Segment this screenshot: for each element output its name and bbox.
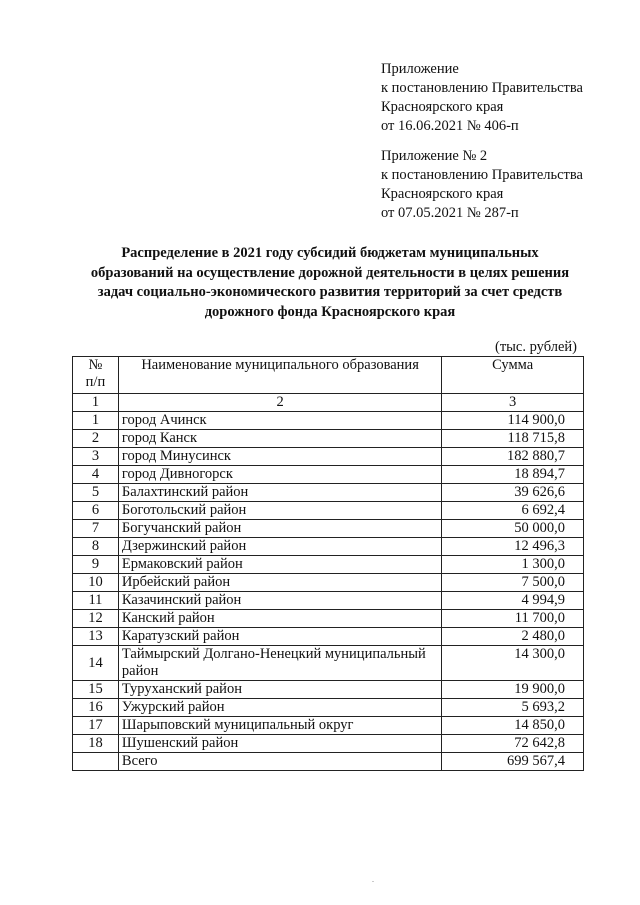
row-name: Шарыповский муниципальный округ: [118, 717, 441, 735]
row-name: Казачинский район: [118, 592, 441, 610]
row-number: 8: [73, 538, 119, 556]
table-row: [73, 502, 584, 520]
row-amount: 14 850,0: [442, 717, 584, 735]
table-row: [73, 574, 584, 592]
row-number: 16: [73, 699, 119, 717]
row-amount: 12 496,3: [442, 538, 584, 556]
table-row: [73, 628, 584, 646]
row-amount: 72 642,8: [442, 735, 584, 753]
row-amount: 5 693,2: [442, 699, 584, 717]
row-amount: 118 715,8: [442, 430, 584, 448]
units-label: (тыс. рублей): [495, 339, 577, 355]
appendix-2-block: [381, 147, 621, 223]
row-number: 18: [73, 735, 119, 753]
header-amount: Сумма: [442, 357, 584, 394]
row-number: 3: [73, 448, 119, 466]
row-number: 15: [73, 681, 119, 699]
table-row: [73, 735, 584, 753]
row-amount: 182 880,7: [442, 448, 584, 466]
row-number: 10: [73, 574, 119, 592]
row-name: Шушенский район: [118, 735, 441, 753]
row-amount: 1 300,0: [442, 556, 584, 574]
total-amount: 699 567,4: [442, 753, 584, 771]
row-number: 9: [73, 556, 119, 574]
row-name: Дзержинский район: [118, 538, 441, 556]
column-index-row: [73, 394, 584, 412]
appendix-1-line: Красноярского края: [381, 99, 504, 115]
row-number: 13: [73, 628, 119, 646]
appendix-1-block: [381, 60, 621, 136]
row-name: Богучанский район: [118, 520, 441, 538]
table-header-row: [73, 357, 584, 394]
appendix-1-line: Приложение: [381, 61, 459, 77]
row-name: город Минусинск: [118, 448, 441, 466]
table-row: [73, 466, 584, 484]
document-title: [60, 244, 600, 322]
row-number: 2: [73, 430, 119, 448]
appendix-2-line: к постановлению Правительства: [381, 167, 583, 183]
row-number: 7: [73, 520, 119, 538]
row-name: город Ачинск: [118, 412, 441, 430]
table-row: [73, 520, 584, 538]
table-row: [73, 412, 584, 430]
appendix-1-line: к постановлению Правительства: [381, 80, 583, 96]
header-name: Наименование муниципального образования: [118, 357, 441, 394]
row-number: 17: [73, 717, 119, 735]
row-name: Каратузский район: [118, 628, 441, 646]
table-row: [73, 430, 584, 448]
row-name: город Канск: [118, 430, 441, 448]
row-amount: 18 894,7: [442, 466, 584, 484]
row-name: Боготольский район: [118, 502, 441, 520]
table-row: [73, 681, 584, 699]
column-index: 1: [73, 394, 119, 412]
subsidy-table: [72, 356, 584, 771]
table-row: [73, 484, 584, 502]
row-name: Таймырский Долгано-Ненецкий муниципальный район: [118, 646, 441, 681]
appendix-2-line: от 07.05.2021 № 287-п: [381, 205, 519, 221]
table-row: [73, 538, 584, 556]
header-number-line2: п/п: [85, 374, 106, 390]
appendix-2-line: Красноярского края: [381, 186, 504, 202]
row-number: 4: [73, 466, 119, 484]
appendix-1-line: от 16.06.2021 № 406-п: [381, 118, 519, 134]
row-amount: 39 626,6: [442, 484, 584, 502]
table-row: [73, 610, 584, 628]
appendix-2-line: Приложение № 2: [381, 148, 488, 164]
row-name: Ирбейский район: [118, 574, 441, 592]
title-line: задач социально-экономического развития территорий за счет средств: [97, 284, 563, 300]
row-name: город Дивногорск: [118, 466, 441, 484]
header-number-line1: №: [88, 357, 103, 373]
row-amount: 6 692,4: [442, 502, 584, 520]
column-index: 2: [118, 394, 441, 412]
row-number: 14: [73, 646, 119, 681]
table-row: [73, 717, 584, 735]
total-label: Всего: [118, 753, 441, 771]
row-amount: 11 700,0: [442, 610, 584, 628]
title-line: дорожного фонда Красноярского края: [204, 303, 456, 320]
total-row: [73, 753, 584, 771]
row-number: 11: [73, 592, 119, 610]
table-row: [73, 699, 584, 717]
row-number: 12: [73, 610, 119, 628]
row-name: Ермаковский район: [118, 556, 441, 574]
table-row: [73, 448, 584, 466]
table-row: [73, 592, 584, 610]
row-name: Туруханский район: [118, 681, 441, 699]
row-amount: 7 500,0: [442, 574, 584, 592]
row-number: 5: [73, 484, 119, 502]
row-amount: 14 300,0: [442, 646, 584, 681]
table-row: [73, 556, 584, 574]
row-name: Балахтинский район: [118, 484, 441, 502]
column-index: 3: [442, 394, 584, 412]
row-amount: 2 480,0: [442, 628, 584, 646]
title-line: образований на осуществление дорожной деятельности в целях решения: [90, 264, 570, 281]
title-line: Распределение в 2021 году субсидий бюджетам муниципальных: [121, 245, 539, 261]
row-number: 6: [73, 502, 119, 520]
page-mark: .: [372, 875, 374, 884]
total-number-cell: [73, 753, 119, 771]
row-number: 1: [73, 412, 119, 430]
row-name: Канский район: [118, 610, 441, 628]
header-number: [73, 357, 119, 394]
row-amount: 4 994,9: [442, 592, 584, 610]
row-amount: 50 000,0: [442, 520, 584, 538]
row-amount: 19 900,0: [442, 681, 584, 699]
row-amount: 114 900,0: [442, 412, 584, 430]
table-row: [73, 646, 584, 681]
row-name: Ужурский район: [118, 699, 441, 717]
